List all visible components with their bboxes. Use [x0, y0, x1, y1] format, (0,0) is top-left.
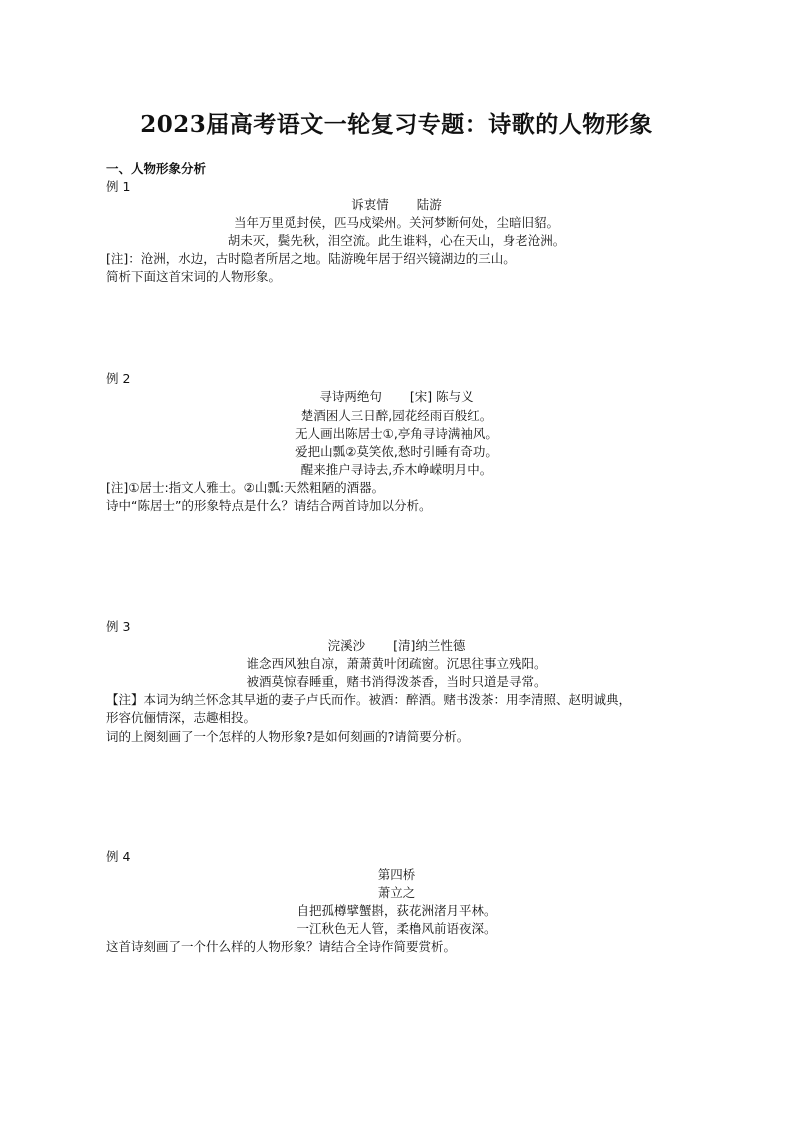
example-1-poem-title: 诉衷情 [351, 197, 389, 212]
example-1-question: 简析下面这首宋词的人物形象。 [106, 269, 282, 284]
example-4-label: 例 4 [106, 849, 131, 864]
example-2-question: 诗中“陈居士”的形象特点是什么？请结合两首诗加以分析。 [106, 498, 432, 513]
example-4-poem-author: 萧立之 [377, 885, 416, 900]
example-2-poem-line: 楚酒困人三日醉,园花经雨百般红。 [300, 408, 493, 423]
example-4-poem-line: 自把孤樽擘蟹斟，荻花洲渚月平林。 [296, 903, 497, 918]
page-title: 2023届高考语文一轮复习专题：诗歌的人物形象 [140, 111, 653, 138]
example-3-poem-title: 浣溪沙 [327, 638, 366, 653]
example-1-poem-line: 胡未灭，鬓先秋，泪空流。此生谁料，心在天山，身老沧洲。 [227, 233, 566, 248]
example-2-poem-line: 醒来推户寻诗去,乔木峥嵘明月中。 [300, 462, 493, 477]
example-3-poem-line: 被酒莫惊春睡重，赌书消得泼茶香，当时只道是寻常。 [246, 674, 547, 689]
example-2-label: 例 2 [106, 371, 131, 386]
example-2-note: [注]①居士:指文人雅士。②山瓢:天然粗陋的酒器。 [106, 480, 385, 495]
example-4-poem-title: 第四桥 [377, 867, 416, 882]
example-3-heading [0, 637, 793, 655]
example-2-poem-line: 爱把山瓢②莫笑侬,愁时引睡有奇功。 [295, 444, 498, 459]
example-1-label: 例 1 [106, 179, 131, 194]
example-2-heading [0, 388, 793, 406]
example-3-poem-line: 谁念西风独自凉，萧萧黄叶闭疏窗。沉思往事立残阳。 [246, 656, 547, 671]
example-4-question: 这首诗刻画了一个什么样的人物形象？请结合全诗作简要赏析。 [106, 939, 457, 954]
example-1-heading [0, 196, 793, 214]
example-1-poem-author: 陆游 [416, 197, 442, 212]
example-2-poem-title: 寻诗两绝句 [319, 389, 382, 404]
example-3-question: 词的上阕刻画了一个怎样的人物形象?是如何刻画的?请简要分析。 [106, 729, 470, 744]
example-2-poem-author: [宋] 陈与义 [409, 389, 474, 404]
example-3-note: 形容伉俪情深，志趣相投。 [106, 710, 257, 725]
example-3-poem-author: [清]纳兰性德 [393, 638, 466, 653]
section-heading: 一、人物形象分析 [106, 161, 207, 176]
example-1-note: [注]：沧洲，水边，古时隐者所居之地。陆游晚年居于绍兴镜湖边的三山。 [106, 251, 516, 266]
example-1-poem-line: 当年万里觅封侯，匹马戍梁州。关河梦断何处，尘暗旧貂。 [233, 215, 559, 230]
example-3-label: 例 3 [106, 619, 131, 634]
example-4-poem-line: 一江秋色无人管，柔橹风前语夜深。 [296, 921, 497, 936]
example-3-note: 【注】本词为纳兰怀念其早逝的妻子卢氏而作。被酒：醉酒。赌书泼茶：用李清照、赵明诚典， [106, 692, 632, 707]
example-2-poem-line: 无人画出陈居士①,亭角寻诗满袖风。 [295, 426, 498, 441]
